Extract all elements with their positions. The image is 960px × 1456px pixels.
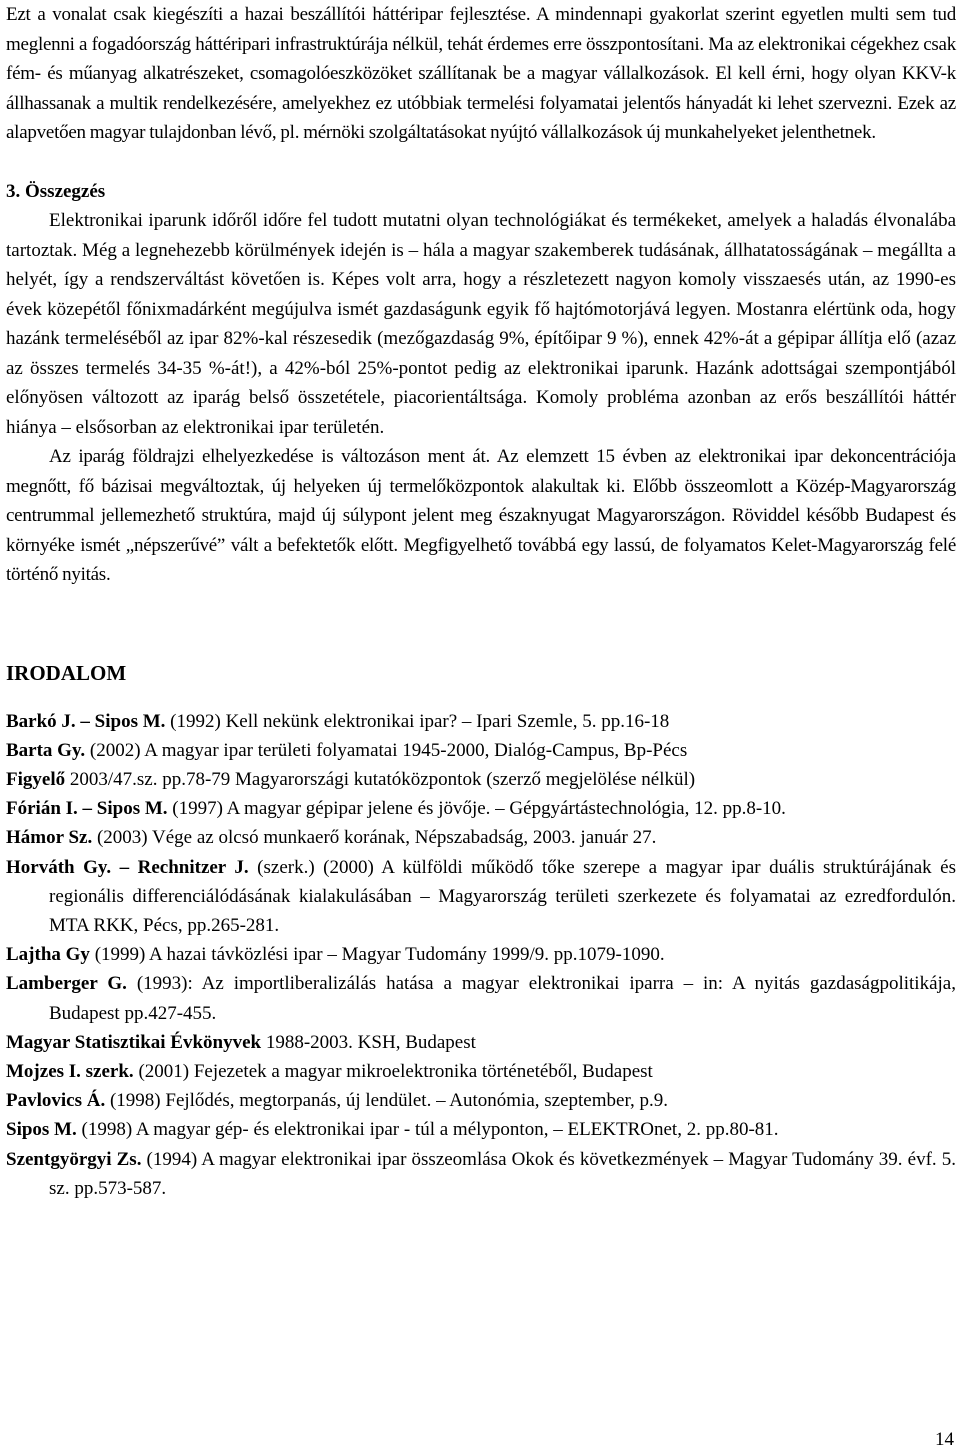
reference-item bbox=[6, 853, 956, 941]
reference-author: Pavlovics Á. bbox=[6, 1090, 106, 1112]
reference-item bbox=[6, 823, 956, 852]
summary-paragraph-2: Az iparág földrajzi elhelyezkedése is változáson ment át. Az elemzett 15 évben az elektronikai ipar dekoncentrációja megnőtt, fő bázisai megváltoztak, új helyeken új termelőközpontok alakultak ki. Előbb összeomlott a Közép-Magyarország centrummal jellemezhető struktúra, majd új súlypont jelent meg északnyugat Magyarországon. Röviddel később Budapest és környéke ismét „népszerűvé” vált a befektetők előtt. Megfigyelhető továbbá egy lassú, de folyamatos Kelet-Magyarország felé történő nyitás. bbox=[6, 446, 956, 585]
reference-item bbox=[6, 765, 956, 794]
reference-item bbox=[6, 1057, 956, 1086]
reference-item bbox=[6, 707, 956, 736]
reference-text: (1997) A magyar gépipar jelene és jövője. – Gépgyártástechnológia, 12. pp.8-10. bbox=[167, 798, 786, 820]
reference-author: Sipos M. bbox=[6, 1119, 77, 1141]
reference-author: Hámor Sz. bbox=[6, 827, 93, 849]
reference-item bbox=[6, 1115, 956, 1144]
reference-text: (1993): Az importliberalizálás hatása a magyar elektronikai iparra – in: A nyitás gazdaságpolitikája, Budapest pp.427-455. bbox=[49, 973, 956, 1024]
document-page bbox=[6, 0, 956, 1203]
reference-text: 1988-2003. KSH, Budapest bbox=[261, 1031, 476, 1053]
reference-text: 2003/47.sz. pp.78-79 Magyarországi kutatóközpontok (szerző megjelölése nélkül) bbox=[65, 768, 696, 790]
reference-text: (1999) A hazai távközlési ipar – Magyar Tudomány 1999/9. pp.1079-1090. bbox=[89, 944, 665, 966]
reference-item bbox=[6, 1028, 956, 1057]
reference-text: (1998) A magyar gép- és elektronikai ipar - túl a mélyponton, – ELEKTROnet, 2. pp.80-81. bbox=[76, 1119, 779, 1141]
section-heading: 3. Összegzés bbox=[6, 180, 106, 202]
reference-author: Lamberger G. bbox=[6, 973, 127, 995]
reference-text: (2003) Vége az olcsó munkaerő korának, Népszabadság, 2003. január 27. bbox=[92, 827, 657, 849]
reference-text: (1994) A magyar elektronikai ipar összeomlása Okok és következmények – Magyar Tudomány 39. évf. 5. sz. pp.573-587. bbox=[49, 1148, 956, 1199]
reference-author: Szentgyörgyi Zs. bbox=[6, 1148, 142, 1170]
reference-text: (1992) Kell nekünk elektronikai ipar? – Ipari Szemle, 5. pp.16-18 bbox=[165, 710, 670, 732]
reference-author: Horváth Gy. – Rechnitzer J. bbox=[6, 856, 249, 878]
reference-item bbox=[6, 794, 956, 823]
reference-author: Fórián I. – Sipos M. bbox=[6, 798, 168, 820]
page-number: 14 bbox=[935, 1429, 954, 1450]
intro-paragraph: Ezt a vonalat csak kiegészíti a hazai beszállítói háttéripar fejlesztése. A mindennapi gyakorlat szerint egyetlen multi sem tud meglenni a fogadóország háttéripari infrastruktúrája nélkül, tehát érdemes erre összpontosítani. Ma az elektronikai cégekhez csak fém- és műanyag alkatrészeket, csomagolóeszközöket szállítanak be a magyar vállalkozások. El kell érni, hogy olyan KKV-k állhassanak a multik rendelkezésére, amelyekhez ez utóbbiak termelési folyamatai jelentős hányadát ki lehet szervezni. Ezek az alapvetően magyar tulajdonban lévő, pl. mérnöki szolgáltatásokat nyújtó vállalkozások új munkahelyeket jelenthetnek. bbox=[6, 4, 956, 143]
reference-text: (szerk.) (2000) A külföldi működő tőke szerepe a magyar ipar duális struktúrájának és regionális differenciálódásának kialakulásában – Magyarország területi szerkezete és folyamatai az ezredfordulón. MTA RKK, Pécs, pp.265-281. bbox=[49, 856, 957, 936]
reference-author: Barkó J. – Sipos M. bbox=[6, 710, 166, 732]
reference-author: Mojzes I. szerk. bbox=[6, 1060, 134, 1082]
reference-author: Lajtha Gy bbox=[6, 944, 90, 966]
reference-author: Figyelő bbox=[6, 768, 66, 790]
reference-author: Barta Gy. bbox=[6, 739, 86, 761]
reference-author: Magyar Statisztikai Évkönyvek bbox=[6, 1031, 262, 1053]
reference-text: (2001) Fejezetek a magyar mikroelektronika történetéből, Budapest bbox=[133, 1060, 653, 1082]
reference-item bbox=[6, 1086, 956, 1115]
reference-item bbox=[6, 940, 956, 969]
reference-list bbox=[6, 707, 956, 1203]
reference-text: (1998) Fejlődés, megtorpanás, új lendület. – Autonómia, szeptember, p.9. bbox=[105, 1090, 669, 1112]
summary-paragraph-1: Elektronikai iparunk időről időre fel tudott mutatni olyan technológiákat és termékeket, amelyek a haladás élvonalába tartoztak. Még a legnehezebb körülmények idején is – hála a magyar szakemberek tudásának, állhatatosságának – megállta a helyét, így a rendszerváltást követően is. Képes volt arra, hogy a részletezett nagyon komoly visszaesés után, az 1990-es évek közepétől főnixmadárként megújulva ismét gazdaságunk egyik fő hajtómotorjává legyen. Mostanra elértünk oda, hogy hazánk termeléséből az ipar 82%-kal részesedik (mezőgazdaság 9%, építőipar 9 %), ennek 42%-át a gépipar állítja elő (azaz az összes termelés 34-35 %-át!), a 42%-ból 25%-pontot pedig az elektronikai iparunk. Hazánk adottságai szempontjából előnyösen változott az iparág belső összetétele, piacorientáltsága. Komoly probléma azonban az erős beszállítói háttér hiánya – elsősorban az elektronikai ipar területén. bbox=[6, 210, 956, 438]
bibliography-title: IRODALOM bbox=[6, 660, 127, 685]
reference-item bbox=[6, 1145, 956, 1203]
reference-item bbox=[6, 736, 956, 765]
reference-item bbox=[6, 969, 956, 1027]
reference-text: (2002) A magyar ipar területi folyamatai 1945-2000, Dialóg-Campus, Bp-Pécs bbox=[85, 739, 688, 761]
